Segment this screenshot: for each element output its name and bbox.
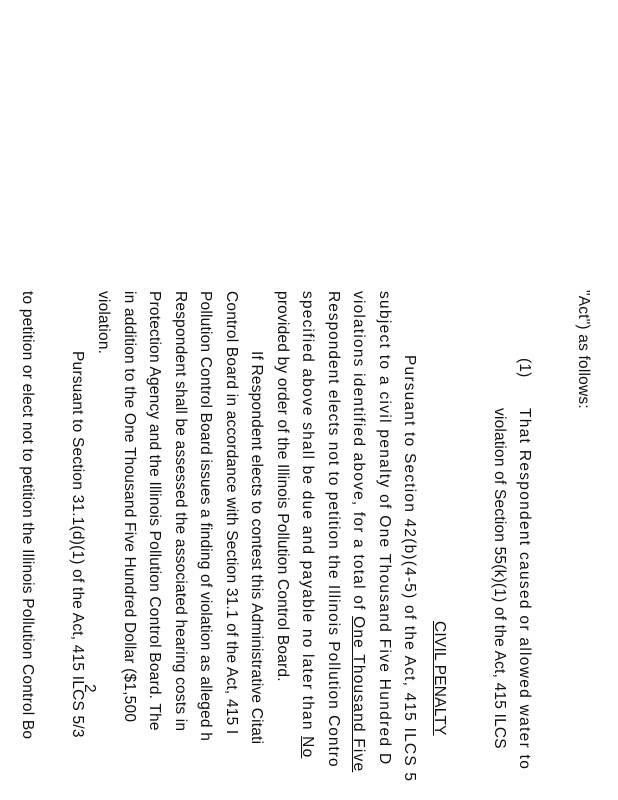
page-number: 2 (81, 684, 98, 693)
para3-line-2: to petition or elect not to petition the Illinois Pollution Control Bo (19, 291, 36, 740)
para1-line-3-text: violations identified above, for a total of (350, 291, 367, 617)
para1-line-4: Respondent elects not to petition the Illinois Pollution Contro (325, 291, 342, 768)
para2-line-3: Pollution Control Board issues a finding of violation as alleged h (197, 291, 214, 742)
penalty-total-amount: One Thousand Five (350, 616, 367, 773)
para1-line-1: Pursuant to Section 42(b)(4-5) of the Act, 415 ILCS 5 (401, 355, 418, 783)
para2-line-6: in addition to the One Thousand Five Hundred Dollar ($1,500 (121, 291, 138, 723)
item-1-line-1: That Respondent caused or allowed water to (516, 408, 533, 771)
due-date: No (299, 736, 316, 759)
para1-line-5-text: specified above shall be due and payable no later than (299, 291, 316, 737)
para2-line-5: Protection Agency and the Illinois Pollution Control Board. The (146, 291, 163, 731)
para3-line-1: Pursuant to Section 31.1(d)(1) of the Act, 415 ILCS 5/3 (69, 351, 86, 738)
act-intro-line: "Act") as follows: (575, 290, 592, 409)
para2-line-1: If Respondent elects to contest this Administrative Citati (248, 351, 265, 745)
para1-line-5 (298, 291, 316, 758)
para2-line-4: Respondent shall be assessed the associated hearing costs in (172, 291, 189, 732)
civil-penalty-heading: CIVIL PENALTY (431, 621, 448, 736)
para2-line-7: violation. (95, 291, 112, 355)
para2-line-2: Control Board in accordance with Section 31.1 of the Act, 415 I (223, 291, 240, 735)
item-1-line-2: violation of Section 55(k)(1) of the Act, 415 ILCS (491, 408, 508, 749)
para1-line-6: provided by order of the Illinois Pollution Control Board. (274, 291, 291, 682)
item-1-number: (1) (516, 358, 533, 378)
para1-line-2: subject to a civil penalty of One Thousand Five Hundred D (376, 291, 393, 766)
para1-line-3 (349, 291, 367, 772)
